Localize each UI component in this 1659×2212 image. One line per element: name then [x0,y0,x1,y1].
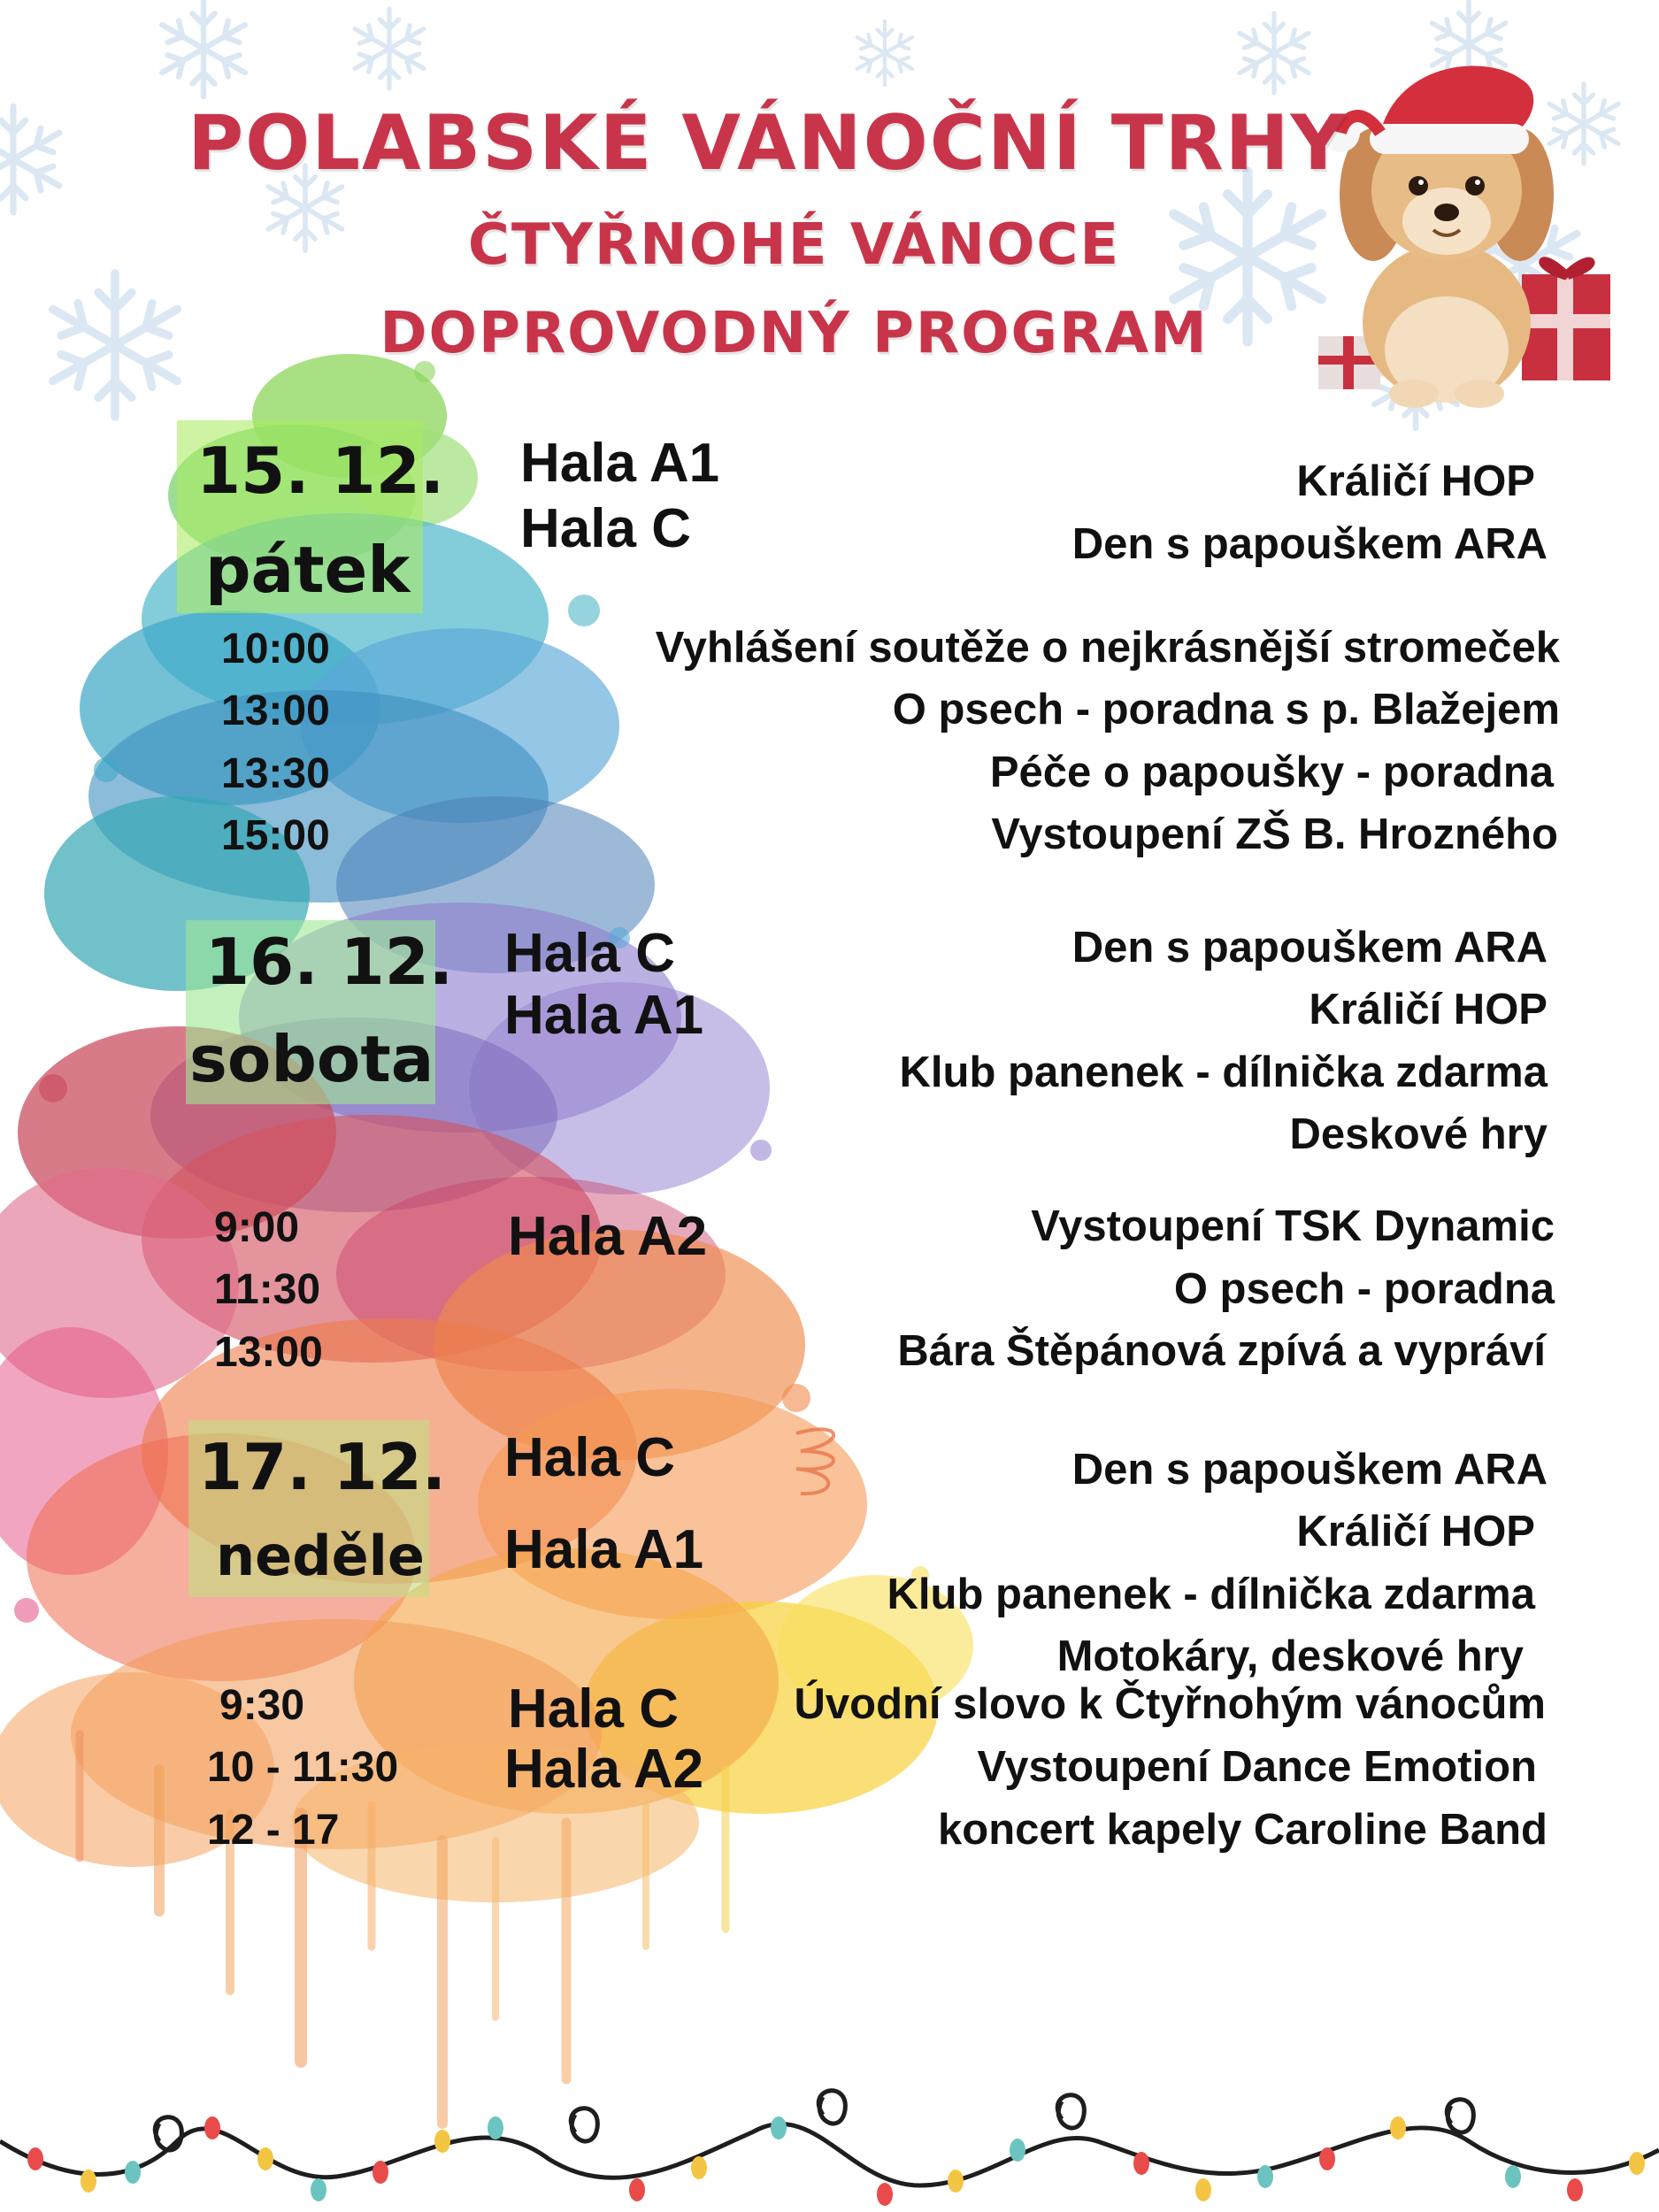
day2-time-3: 13:00 [214,1329,323,1376]
day1-event-2: Den s papouškem ARA [1071,520,1548,568]
day3-event-3: Klub panenek - dílnička zdarma [887,1571,1535,1618]
day2-timed-event-3: Bára Štěpánová zpívá a vypráví [897,1327,1546,1375]
day1-hall-1: Hala A1 [520,433,720,494]
day1-timed-event-2: O psech - poradna s p. Blažejem [892,686,1560,733]
day2-event-3: Klub panenek - dílnička zdarma [899,1048,1548,1096]
day1-time-3: 13:30 [221,750,330,797]
string-lights-garland [0,2091,1659,2206]
day3-time-3: 12 - 17 [207,1807,340,1854]
day2-time-1: 9:00 [214,1204,300,1251]
day3-event-2: Králičí HOP [1296,1508,1535,1555]
day3-timed-event-1: Úvodní slovo k Čtyřnohým vánocům [794,1680,1546,1728]
day3-timed-hall-2: Hala A2 [504,1739,704,1800]
day2-event-1: Den s papouškem ARA [1071,924,1548,972]
day2-hall-1: Hala C [504,923,675,984]
day1-time-4: 15:00 [221,812,330,859]
day2-weekday: sobota [189,1022,434,1096]
day3-hall-1: Hala C [504,1427,675,1488]
day3-time-1: 9:30 [219,1682,305,1729]
day2-event-4: Deskové hry [1289,1110,1548,1158]
day2-date: 16. 12. [205,925,454,999]
day3-timed-event-2: Vystoupení Dance Emotion [977,1743,1537,1791]
day2-time-2: 11:30 [214,1266,321,1313]
day1-time-2: 13:00 [221,687,330,734]
day2-timed-event-2: O psech - poradna [1173,1265,1555,1313]
day3-event-1: Den s papouškem ARA [1071,1446,1548,1494]
day2-timed-hall: Hala A2 [508,1206,708,1267]
day1-timed-event-3: Péče o papoušky - poradna [989,749,1554,796]
day1-timed-event-4: Vystoupení ZŠ B. Hrozného [991,810,1558,858]
title-subtitle: ČTYŘNOHÉ VÁNOCE [467,212,1121,278]
title-program: DOPROVODNÝ PROGRAM [380,301,1209,366]
day3-date: 17. 12. [198,1430,447,1504]
day3-timed-event-3: koncert kapely Caroline Band [938,1806,1548,1854]
day2-timed-event-1: Vystoupení TSK Dynamic [1031,1202,1555,1250]
title-main: POLABSKÉ VÁNOČNÍ TRHY [188,99,1348,188]
day2-hall-2: Hala A1 [504,985,704,1046]
day1-timed-event-1: Vyhlášení soutěže o nejkrásnější stromeček [655,624,1560,672]
day3-event-4: Motokáry, deskové hry [1056,1632,1524,1680]
day3-timed-hall-1: Hala C [508,1678,679,1740]
day1-time-1: 10:00 [221,626,330,672]
day3-hall-2: Hala A1 [504,1519,704,1580]
day1-weekday: pátek [205,533,411,607]
day3-weekday: neděle [216,1524,425,1588]
day2-event-2: Králičí HOP [1309,986,1548,1033]
watercolor-tree [0,354,973,2124]
day1-date: 15. 12. [196,434,445,508]
day1-hall-2: Hala C [520,498,691,559]
day1-event-1: Králičí HOP [1296,457,1535,505]
day3-time-2: 10 - 11:30 [207,1744,399,1791]
